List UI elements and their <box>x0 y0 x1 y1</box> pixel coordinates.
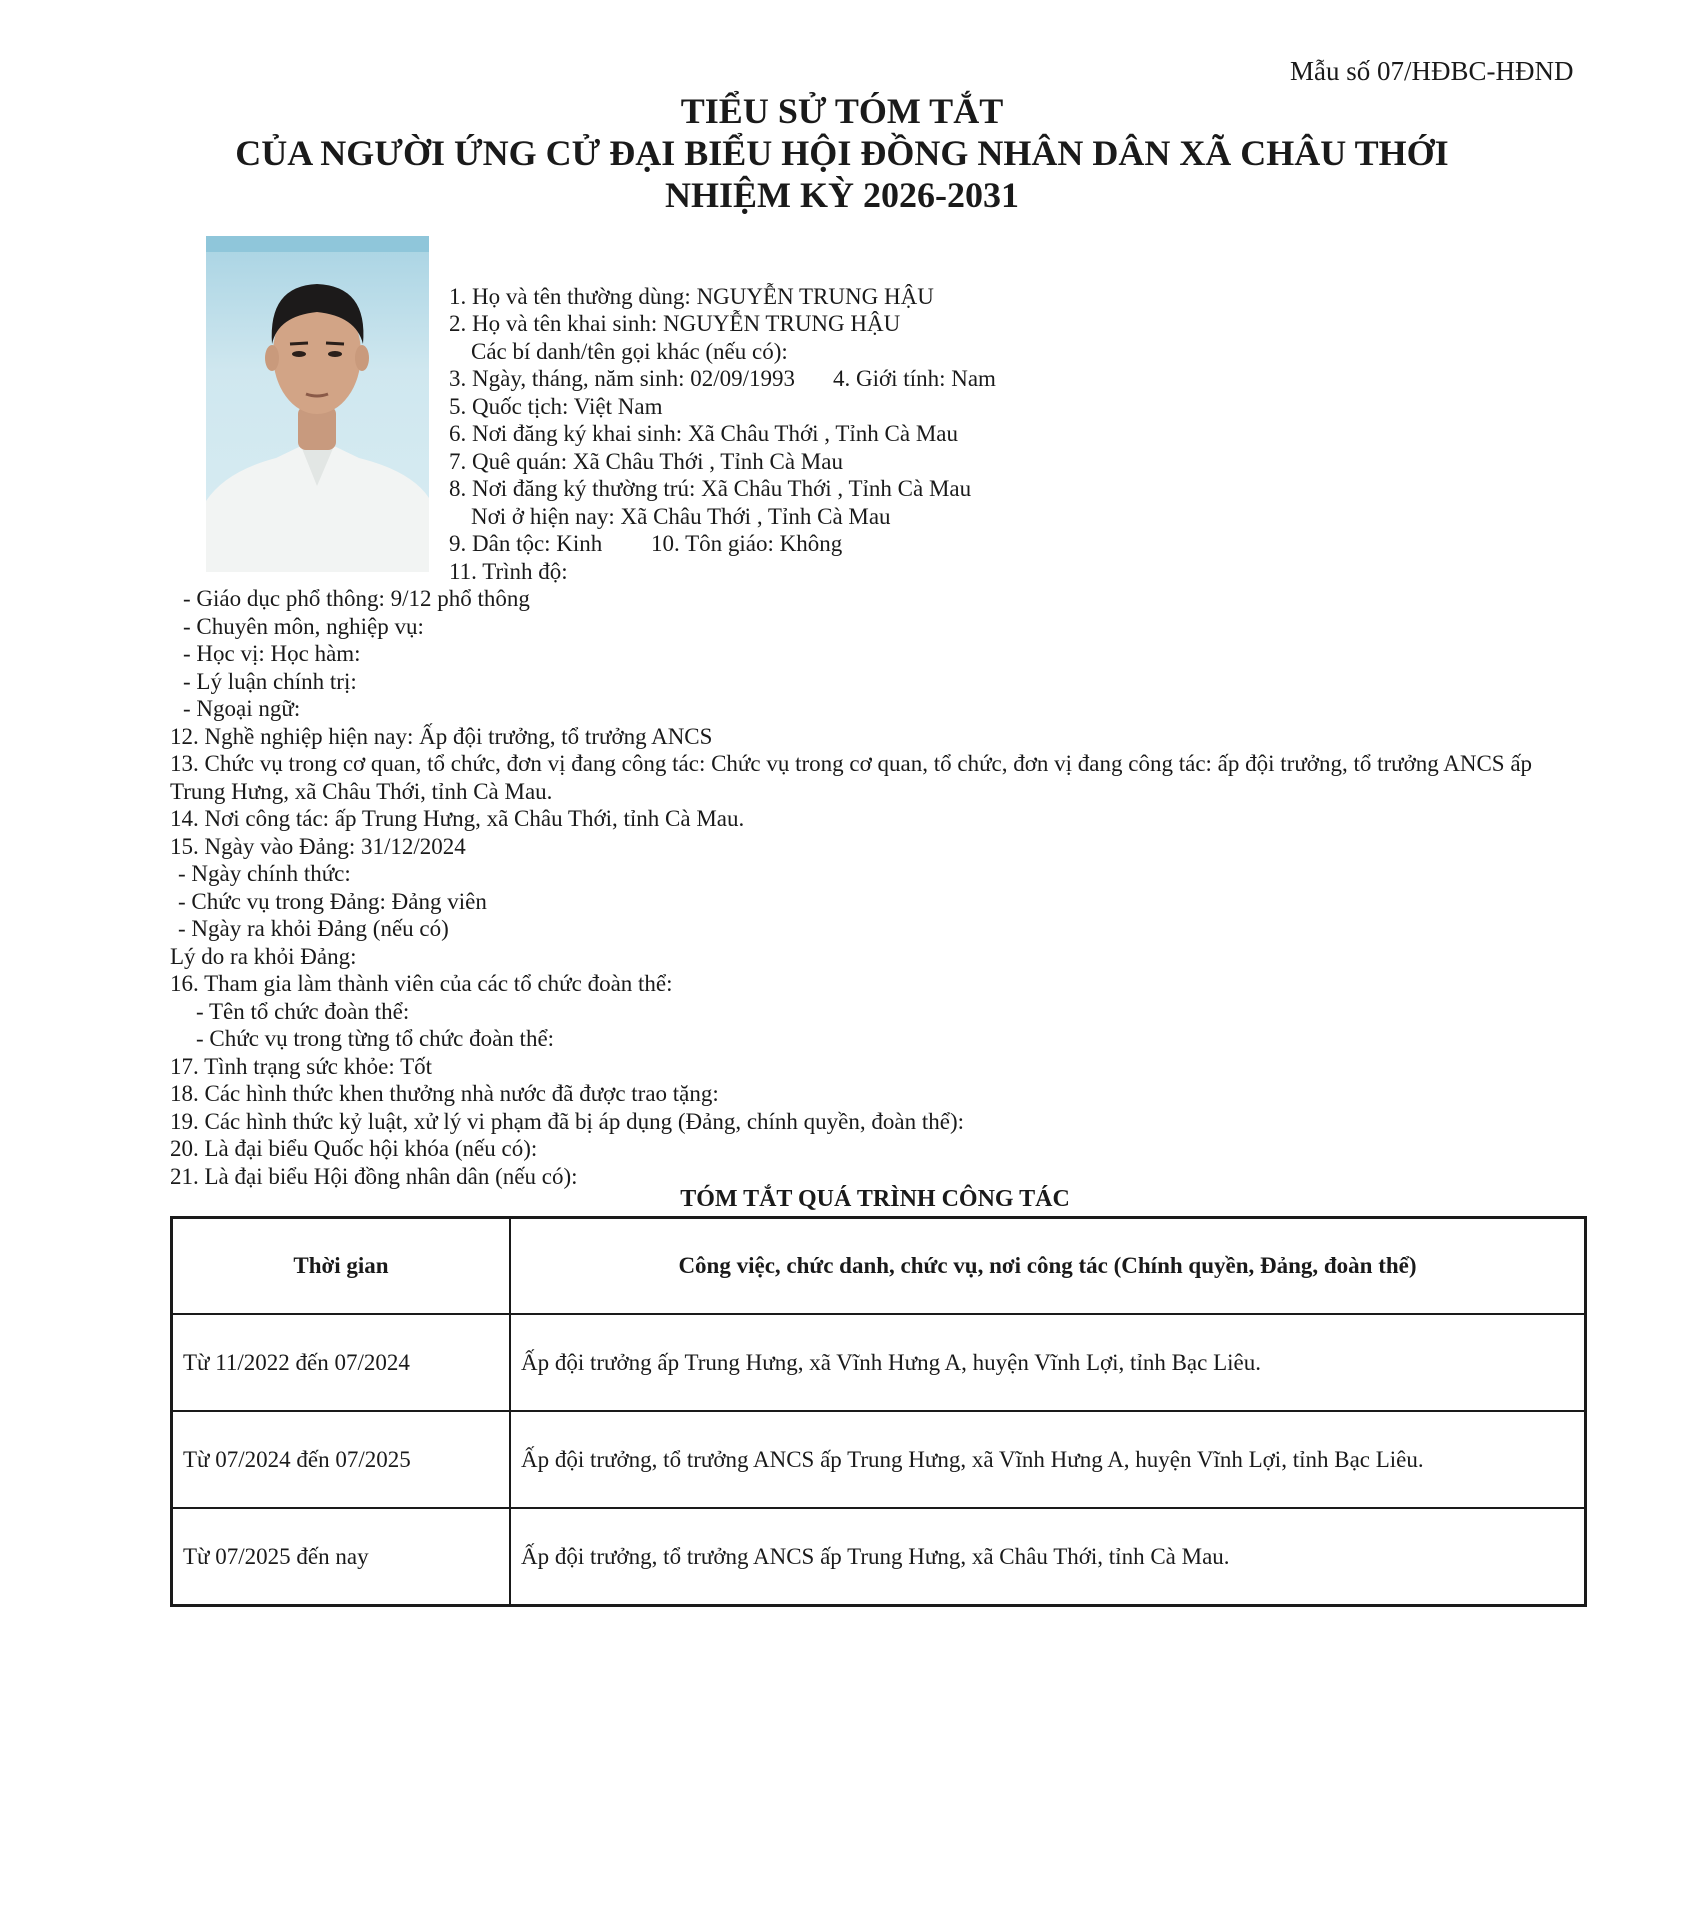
field-political-theory: - Lý luận chính trị: <box>183 669 357 694</box>
document-title: TIỂU SỬ TÓM TẮT <box>680 91 1004 131</box>
field-national-assembly: 20. Là đại biểu Quốc hội khóa (nếu có): <box>170 1136 538 1161</box>
field-foreign-language: - Ngoại ngữ: <box>183 696 301 721</box>
cell-role: Ấp đội trưởng, tổ trưởng ANCS ấp Trung Hưng, xã Châu Thới, tỉnh Cà Mau. <box>510 1508 1586 1606</box>
field-party-position: - Chức vụ trong Đảng: Đảng viên <box>178 889 487 914</box>
field-workplace: 14. Nơi công tác: ấp Trung Hưng, xã Châu Thới, tỉnh Cà Mau. <box>170 806 745 831</box>
field-degree: - Học vị: Học hàm: <box>183 641 361 666</box>
work-history-table <box>170 1216 1587 1607</box>
field-birth-registration: 6. Nơi đăng ký khai sinh: Xã Châu Thới , Tỉnh Cà Mau <box>449 421 958 446</box>
field-party-official-date: - Ngày chính thức: <box>178 861 351 886</box>
field-nationality: 5. Quốc tịch: Việt Nam <box>449 394 663 419</box>
portrait-photo-icon <box>206 236 429 572</box>
table-row <box>172 1508 1586 1606</box>
field-professional-qualification: - Chuyên môn, nghiệp vụ: <box>183 614 424 639</box>
field-awards: 18. Các hình thức khen thưởng nhà nước đã được trao tặng: <box>170 1081 719 1106</box>
field-aliases: Các bí danh/tên gọi khác (nếu có): <box>471 339 788 364</box>
field-position: 13. Chức vụ trong cơ quan, tổ chức, đơn vị đang công tác: Chức vụ trong cơ quan, tổ chức, đơn vị đang công tác: ấp đội trưởng, tổ trưởng ANCS ấp <box>170 751 1533 776</box>
cell-role: Ấp đội trưởng, tổ trưởng ANCS ấp Trung Hưng, xã Vĩnh Hưng A, huyện Vĩnh Lợi, tỉnh Bạc Liêu. <box>510 1411 1586 1508</box>
form-code: Mẫu số 07/HĐBC-HĐND <box>1290 56 1574 86</box>
term-title: NHIỆM KỲ 2026-2031 <box>665 175 1019 215</box>
cell-period: Từ 11/2022 đến 07/2024 <box>172 1314 511 1411</box>
field-permanent-residence: 8. Nơi đăng ký thường trú: Xã Châu Thới , Tỉnh Cà Mau <box>449 476 972 501</box>
field-religion: 10. Tôn giáo: Không <box>651 531 843 556</box>
field-peoples-council: 21. Là đại biểu Hội đồng nhân dân (nếu có): <box>170 1164 578 1189</box>
table-header-row <box>172 1218 1586 1315</box>
candidate-photo <box>206 236 429 572</box>
column-header-period: Thời gian <box>172 1218 511 1315</box>
field-hometown: 7. Quê quán: Xã Châu Thới , Tỉnh Cà Mau <box>449 449 843 474</box>
field-current-residence: Nơi ở hiện nay: Xã Châu Thới , Tỉnh Cà Mau <box>471 504 891 529</box>
field-common-name: 1. Họ và tên thường dùng: NGUYỄN TRUNG HẬU <box>449 284 934 309</box>
cell-role: Ấp đội trưởng ấp Trung Hưng, xã Vĩnh Hưng A, huyện Vĩnh Lợi, tỉnh Bạc Liêu. <box>510 1314 1586 1411</box>
field-organization-position: - Chức vụ trong từng tổ chức đoàn thể: <box>196 1026 555 1051</box>
field-position-continued: Trung Hưng, xã Châu Thới, tỉnh Cà Mau. <box>170 779 553 804</box>
field-organization-name: - Tên tổ chức đoàn thể: <box>196 999 410 1024</box>
document-subtitle: CỦA NGƯỜI ỨNG CỬ ĐẠI BIỂU HỘI ĐỒNG NHÂN DÂN XÃ CHÂU THỚI <box>235 133 1449 173</box>
field-party-leave-reason: Lý do ra khỏi Đảng: <box>170 944 357 969</box>
field-party-leave-date: - Ngày ra khỏi Đảng (nếu có) <box>178 916 449 941</box>
field-gender: 4. Giới tính: Nam <box>833 366 996 391</box>
table-row <box>172 1314 1586 1411</box>
cell-period: Từ 07/2025 đến nay <box>172 1508 511 1606</box>
table-row <box>172 1411 1586 1508</box>
field-general-education: - Giáo dục phổ thông: 9/12 phổ thông <box>183 586 530 611</box>
column-header-role: Công việc, chức danh, chức vụ, nơi công tác (Chính quyền, Đảng, đoàn thể) <box>510 1218 1586 1315</box>
field-organizations: 16. Tham gia làm thành viên của các tổ chức đoàn thể: <box>170 971 673 996</box>
field-discipline: 19. Các hình thức kỷ luật, xử lý vi phạm đã bị áp dụng (Đảng, chính quyền, đoàn thể): <box>170 1109 964 1134</box>
field-date-of-birth: 3. Ngày, tháng, năm sinh: 02/09/1993 <box>449 366 796 391</box>
field-ethnicity: 9. Dân tộc: Kinh <box>449 531 603 556</box>
field-education-level: 11. Trình độ: <box>449 559 568 584</box>
work-history-title: TÓM TẮT QUÁ TRÌNH CÔNG TÁC <box>680 1186 1070 1212</box>
cell-period: Từ 07/2024 đến 07/2025 <box>172 1411 511 1508</box>
field-party-join-date: 15. Ngày vào Đảng: 31/12/2024 <box>170 834 466 859</box>
field-birth-name: 2. Họ và tên khai sinh: NGUYỄN TRUNG HẬU <box>449 311 901 336</box>
field-occupation: 12. Nghề nghiệp hiện nay: Ấp đội trưởng, tổ trưởng ANCS <box>170 724 713 749</box>
field-health: 17. Tình trạng sức khỏe: Tốt <box>170 1054 433 1079</box>
